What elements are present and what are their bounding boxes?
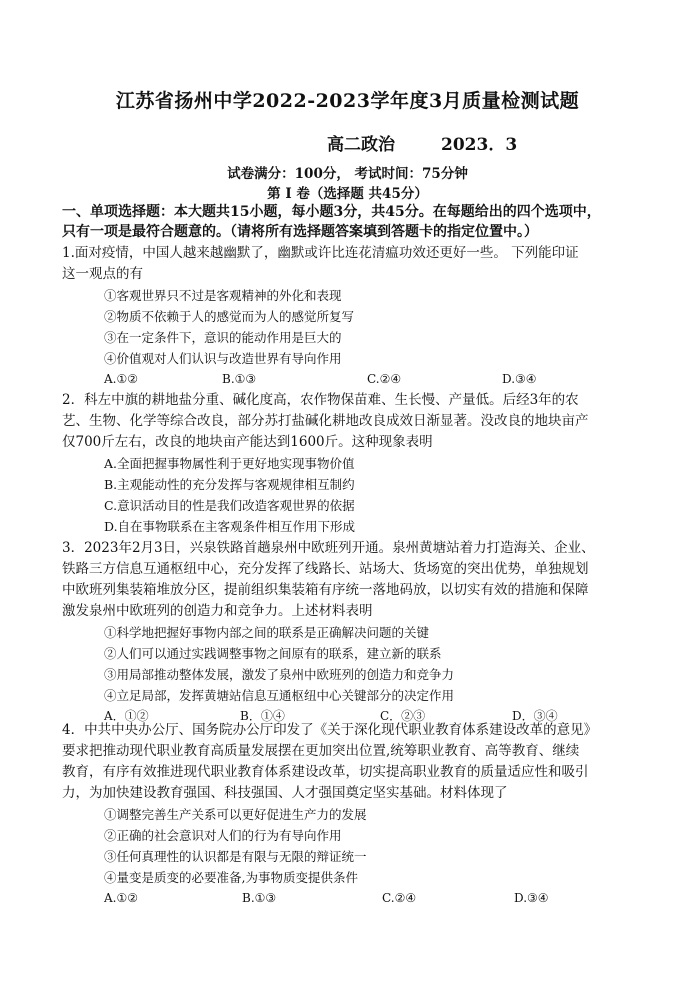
question-line: 4．中共中央办公厅、国务院办公厅印发了《关于深化现代职业教育体系建设改革的意见》 — [62, 722, 598, 738]
answer-choices — [62, 888, 662, 909]
section-line-2: 只有一项是最符合题意的。（请将所有选择题答案填到答题卡的指定位置中。） — [62, 224, 538, 240]
statement-option: ②物质不依赖于人的感觉而为人的感觉所复写 — [104, 309, 355, 324]
statement-option: ④立足局部，发挥黄塘站信息互通枢纽中心关键部分的决定作用 — [104, 688, 455, 703]
choice-b: B.①③ — [222, 372, 257, 386]
question-line: 要求把推动现代职业教育高质量发展摆在更加突出位置,统筹职业教育、高等教育、继续 — [62, 743, 580, 759]
question-line: 激发泉州中欧班列的创造力和竞争力。上述材料表明 — [62, 603, 373, 619]
question-line: 3．2023年2月3日，兴泉铁路首趟泉州中欧班列开通。泉州黄塘站着力打造海关、企业、 — [62, 540, 595, 556]
choice-d: D.③④ — [514, 891, 549, 905]
choice-a: A．①② — [104, 709, 149, 723]
question-1 — [62, 243, 662, 390]
volume-heading: 第 Ⅰ 卷（选择题 共45分） — [267, 186, 428, 202]
exam-title: 江苏省扬州中学2022-2023学年度3月质量检测试题 — [115, 90, 580, 112]
exam-subtitle — [327, 130, 517, 155]
choice-option: B.主观能动性的充分发挥与客观规律相互制约 — [104, 477, 355, 492]
question-line: 艺、生物、化学等综合改良，部分苏打盐碱化耕地改良成效日渐显著。没改良的地块亩产 — [62, 413, 589, 429]
choice-a: A.①② — [104, 372, 138, 386]
statement-option: ②人们可以通过实践调整事物之间原有的联系，建立新的联系 — [104, 646, 442, 661]
section-instructions — [62, 202, 662, 242]
question-3 — [62, 538, 662, 727]
choice-d: D.③④ — [502, 372, 537, 386]
question-line: 2．科左中旗的耕地盐分重、碱化度高，农作物保苗难、生长慢、产量低。后经3年的农 — [62, 392, 579, 408]
statement-option: ③在一定条件下，意识的能动作用是巨大的 — [104, 330, 342, 345]
choice-option: A.全面把握事物属性利于更好地实现事物价值 — [104, 456, 355, 471]
question-2 — [62, 390, 662, 537]
choice-option: D.自在事物联系在主客观条件相互作用下形成 — [104, 519, 356, 534]
choice-d: D．③④ — [512, 709, 558, 723]
choice-option: C.意识活动目的性是我们改造客观世界的依据 — [104, 498, 355, 513]
section-line-1: 一、单项选择题：本大题共15小题，每小题3分，共45分。在每题给出的四个选项中， — [62, 204, 601, 220]
choice-c: C．②③ — [380, 709, 426, 723]
choice-c: C.②④ — [367, 372, 402, 386]
choice-a: A.①② — [104, 891, 138, 905]
question-line: 1.面对疫情，中国人越来越幽默了，幽默或许比连花清瘟功效还更好一些。 下列能印证 — [62, 245, 579, 261]
question-line: 铁路三方信息互通枢纽中心，充分发挥了线路长、站场大、货场宽的突出优势，单独规划 — [62, 561, 589, 577]
question-line: 这一观点的有 — [62, 266, 143, 282]
statement-option: ①客观世界只不过是客观精神的外化和表现 — [104, 288, 342, 303]
choice-c: C.②④ — [382, 891, 417, 905]
question-line: 力，为加快建设教育强国、科技强国、人才强国奠定坚实基础。材料体现了 — [62, 785, 508, 801]
question-4 — [62, 720, 662, 909]
question-line: 教育，有序有效推进现代职业教育体系建设改革，切实提高职业教育的质量适应性和吸引 — [62, 764, 589, 780]
choice-b: B.①③ — [242, 891, 277, 905]
statement-option: ④价值观对人们认识与改造世界有导向作用 — [104, 351, 342, 366]
answer-choices — [62, 369, 662, 390]
statement-option: ②正确的社会意识对人们的行为有导向作用 — [104, 828, 342, 843]
subject-label: 高二政治 — [327, 135, 395, 155]
statement-option: ①科学地把握好事物内部之间的联系是正确解决问题的关键 — [104, 625, 430, 640]
choice-b: B．①④ — [240, 709, 285, 723]
exam-date: 2023．3 — [441, 135, 518, 155]
statement-option: ③用局部推动整体发展，激发了泉州中欧班列的创造力和竞争力 — [104, 667, 455, 682]
question-line: 仅700斤左右，改良的地块亩产能达到1600斤。这种现象表明 — [62, 434, 433, 450]
question-line: 中欧班列集装箱堆放分区，提前组织集装箱有序统一落地码放，以切实有效的措施和保障 — [62, 582, 589, 598]
statement-option: ①调整完善生产关系可以更好促进生产力的发展 — [104, 807, 367, 822]
statement-option: ④量变是质变的必要准备,为事物质变提供条件 — [104, 870, 358, 885]
exam-info: 试卷满分：100分， 考试时间：75分钟 — [227, 166, 468, 182]
statement-option: ③任何真理性的认识都是有限与无限的辩证统一 — [104, 849, 367, 864]
